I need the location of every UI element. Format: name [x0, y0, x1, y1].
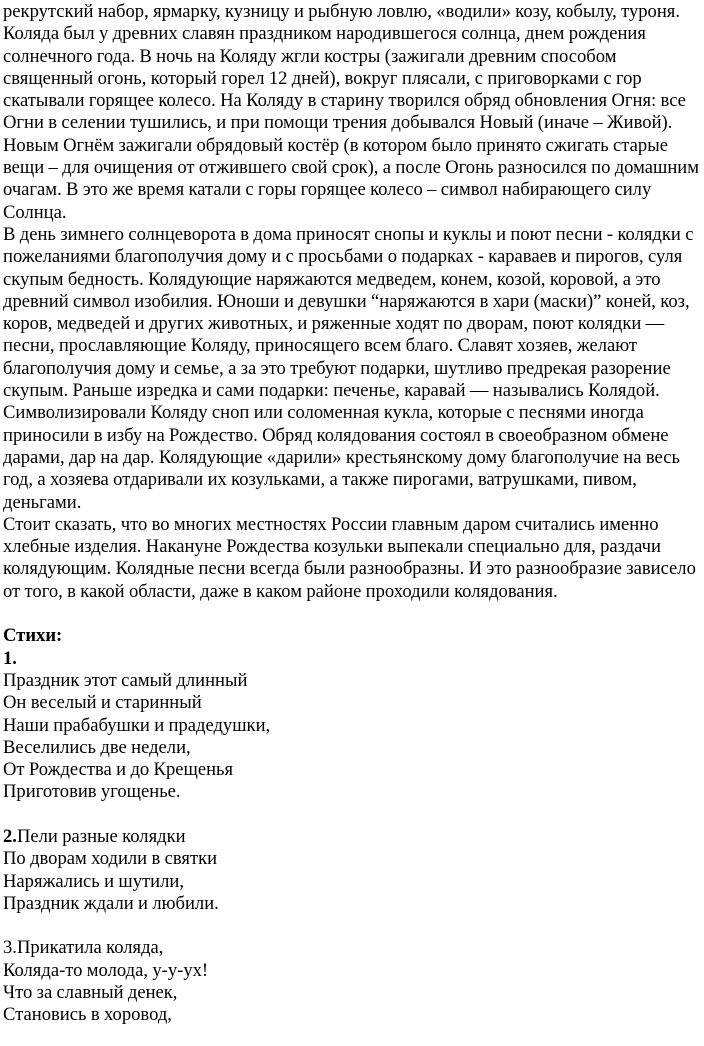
paragraph-bread-gifts: Стоит сказать, что во многих местностях России главным даром считались именно хлебные изделия. Накануне Рождества козульки выпекали специально для, раздачи колядующим. Колядные песни всегда были разнообразны. И это разнообразие зависело от того, в какой области, даже в каком районе проходили колядования.	[3, 513, 696, 602]
paragraph-intro-continuation: рекрутский набор, ярмарку, кузницу и рыбную ловлю, «водили» козу, кобылу, туроня.	[3, 1, 680, 22]
poem-2-first-line	[3, 826, 701, 848]
poem-1-line: Наши прабабушки и прадедушки,	[3, 714, 271, 736]
blank-line	[3, 603, 701, 625]
poem-3-line: 3.Прикатила коляда,	[3, 937, 164, 959]
poem-1	[3, 648, 701, 804]
poem-1-line: Праздник этот самый длинный	[3, 669, 248, 691]
blank-line	[3, 804, 701, 826]
blank-line	[3, 915, 701, 937]
poem-3	[3, 937, 701, 1026]
poem-1-line: Веселились две недели,	[3, 736, 191, 758]
poem-2	[3, 826, 701, 915]
poem-2-line: По дворам ходили в святки	[3, 848, 218, 870]
paragraph-winter-solstice: В день зимнего солнцеворота в дома приносят снопы и куклы и поют песни - колядки с пожеланиями благополучия дому и с просьбами о подарках - караваев и пирогов, суля скупым бедность. Колядующие наряжаются медведем, конем, козой, коровой, а это древний символ изобилия. Юноши и девушки “наряжаются в хари (маски)” коней, коз, коров, медведей и других животных, и ряженные ходят по дворам, поют колядки — песни, прославляющие Коляду, приносящего всем благо. Славят хозяев, желают благополучия дому и семье, а за это требуют подарки, шутливо предрекая разорение скупым. Раньше изредка и сами подарки: печенье, каравай — назывались Колядой. Символизировали Коляду сноп или соломенная кукла, которые с песнями иногда приносили в избу на Рождество. Обряд колядования состоял в своеобразном обмене дарами, дар на дар. Колядующие «дарили» крестьянскому дому благополучие на весь год, а хозяева отдаривали их козульками, а также пирогами, ватрушками, пивом, деньгами.	[3, 223, 694, 513]
poem-3-line: Коляда-то молода, у-у-ух!	[3, 959, 209, 981]
poem-2-number: 2.	[3, 825, 17, 847]
poem-2-first-line-text: Пели разные колядки	[16, 825, 186, 847]
poem-1-line: От Рождества и до Крещенья	[3, 759, 234, 781]
poem-1-line: Приготовив угощенье.	[3, 781, 181, 803]
poem-2-line: Праздник ждали и любили.	[3, 892, 219, 914]
poem-3-line: Что за славный денек,	[3, 982, 178, 1004]
poem-2-line: Наряжались и шутили,	[3, 870, 184, 892]
poem-1-line: Он веселый и старинный	[3, 692, 202, 714]
poem-3-line: Становись в хоровод,	[3, 1004, 172, 1026]
paragraph-kolyada-sun: Коляда был у древних славян праздником народившегося солнца, днем рождения солнечного года. В ночь на Коляду жгли костры (зажигали древним способом священный огонь, который горел 12 дней), вокруг плясали, с приговорками с гор скатывали горящее колесо. На Коляду в старину творился обряд обновления Огня: все Огни в селении тушились, и при помощи трения добывался Новый (иначе – Живой). Новым Огнём зажигали обрядовый костёр (в котором было принято сжигать старые вещи – для очищения от отжившего свой срок), а после Огонь разносился по домашним очагам. В это же время катали с горы горящее колесо – символ набирающего силу Солнца.	[3, 23, 699, 223]
poem-1-number: 1.	[3, 647, 17, 669]
poems-heading: Стихи:	[3, 625, 63, 647]
